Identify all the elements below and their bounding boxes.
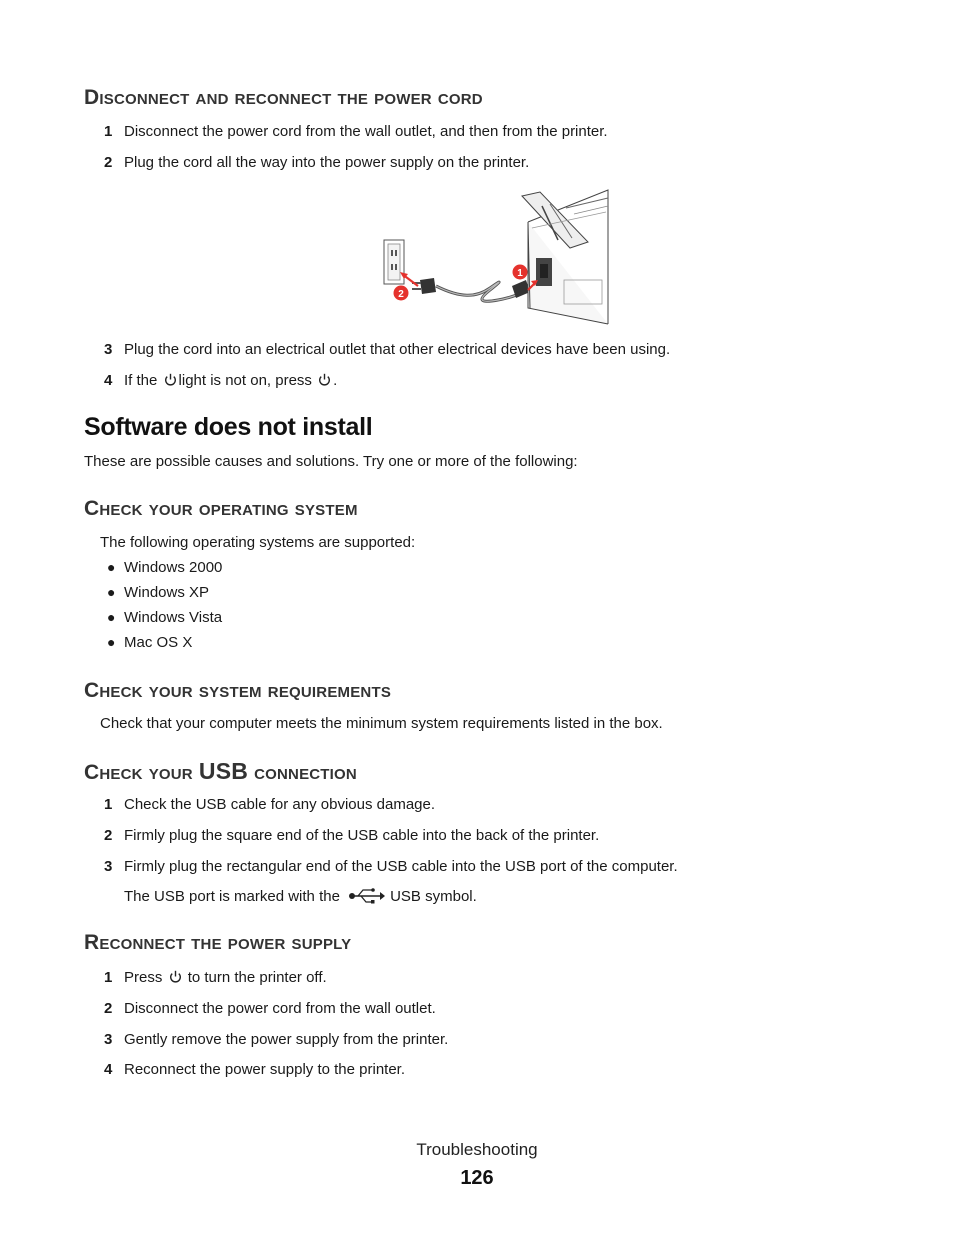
step-number: 3 [104,1031,113,1048]
section-heading-os: Check your operating system [84,497,358,520]
list-item: Windows XP [124,584,210,601]
step-number: 2 [104,1000,113,1017]
step-text: Disconnect the power cord from the wall outlet, and then from the printer. [124,123,608,140]
list-item: Mac OS X [124,634,193,651]
step-text [124,372,337,389]
power-icon [164,373,177,387]
step-number: 4 [104,372,113,389]
step-text: Plug the cord into an electrical outlet that other electrical devices have been using. [124,341,671,358]
step-number: 1 [104,969,113,986]
section-heading-requirements: Check your system requirements [84,679,392,702]
power-icon [169,970,182,984]
usb-note [124,887,477,905]
step-number: 1 [104,796,113,813]
step-text: Firmly plug the rectangular end of the USB cable into the USB port of the computer. [124,858,678,875]
step-text: Disconnect the power cord from the wall outlet. [124,1000,436,1017]
step-number: 2 [104,154,113,171]
usb-symbol-icon [348,887,386,905]
os-intro: The following operating systems are supported: [100,534,416,551]
list-item: Windows 2000 [124,559,223,576]
requirements-text: Check that your computer meets the minimum system requirements listed in the box. [100,715,663,732]
step-text: Plug the cord all the way into the power supply on the printer. [124,154,530,171]
note-part: USB symbol. [390,888,477,905]
note-part: The USB port is marked with the [124,888,340,905]
bullet-icon: ● [107,634,116,650]
step-text-part: light is not on, press [178,372,312,389]
bullet-icon: ● [107,559,116,575]
footer-title: Troubleshooting [416,1140,538,1159]
section-heading-disconnect: Disconnect and reconnect the power cord [84,86,483,109]
bullet-icon: ● [107,584,116,600]
step-text [124,969,327,986]
step-number: 3 [104,858,113,875]
step-text: Firmly plug the square end of the USB cable into the back of the printer. [124,827,600,844]
step-text: Check the USB cable for any obvious damage. [124,796,436,813]
section-heading-usb [84,758,357,785]
bullet-icon: ● [107,609,116,625]
step-text-part: . [333,372,338,389]
callout-1-label: 1 [517,268,523,279]
intro-text: These are possible causes and solutions. Try one or more of the following: [84,453,578,470]
callout-2-label: 2 [398,289,404,300]
power-icon [318,373,331,387]
power-cord-illustration [380,188,612,328]
step-number: 4 [104,1061,113,1078]
step-number: 2 [104,827,113,844]
step-text-part: Press [124,969,163,986]
heading-part: USB [198,758,249,784]
step-text-part: to turn the printer off. [187,969,327,986]
page-title: Software does not install [84,413,373,441]
step-text-part: If the [124,372,158,389]
list-item: Windows Vista [124,609,223,626]
heading-part: connection [254,761,357,784]
page-number: 126 [460,1167,494,1189]
step-number: 1 [104,123,113,140]
step-number: 3 [104,341,113,358]
step-text: Gently remove the power supply from the printer. [124,1031,449,1048]
heading-part: Check your [84,761,193,784]
step-text: Reconnect the power supply to the printer. [124,1061,406,1078]
section-heading-power-supply: Reconnect the power supply [84,931,352,954]
